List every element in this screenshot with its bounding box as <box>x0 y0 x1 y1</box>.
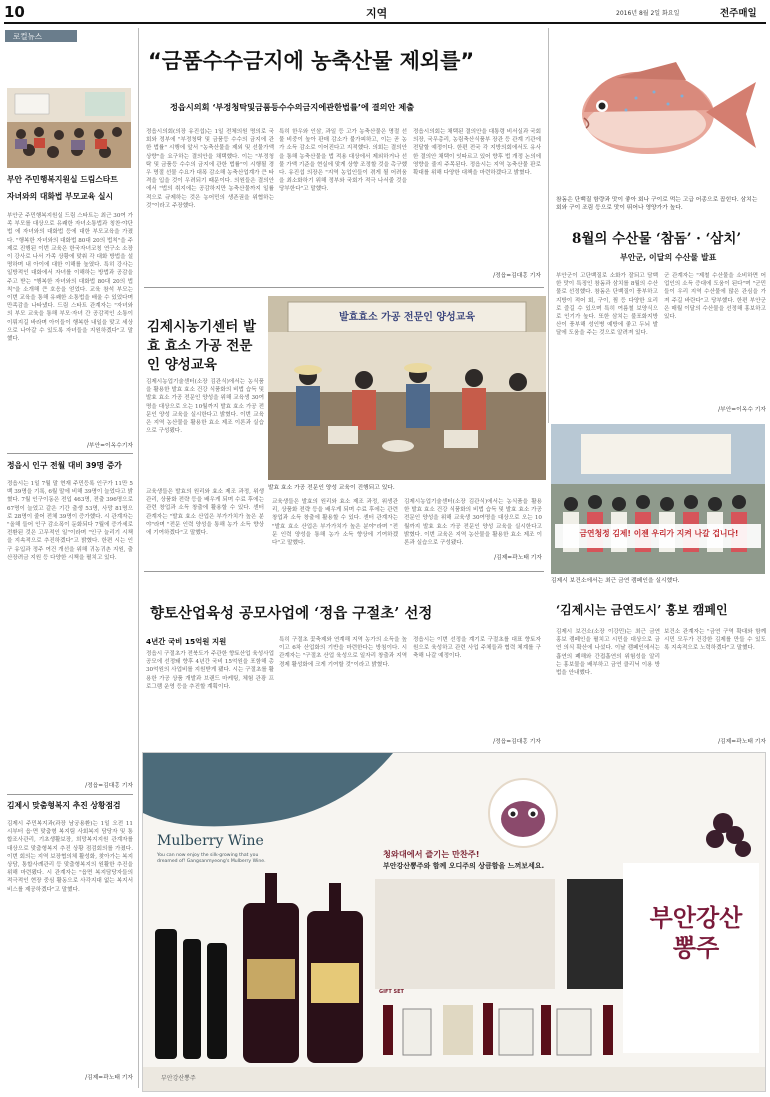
main-body-col3: 정읍시의회는 채택된 결의안을 대통령 비서실과 국회의장, 국무총리, 농림축산식품부 장관 등 관계 기관에 전달할 예정이다. 한편 전국 각 지방의회에서도 유사한 결의안 채택이 잇따르고 있어 향후 법 개정 논의에 영향을 줄지 주목된다. 정읍시는 지역 농축산물 판로 확대를 위해 다양한 대책을 마련하겠다고 밝혔다. <box>413 129 541 177</box>
ad-big-logo: 부안강산 뽕주 <box>649 903 743 962</box>
local-news-label: 로컬뉴스 <box>13 32 42 41</box>
seafood-body-col1: 부안군이 고단백질로 소화가 잘되고 담백한 맛이 특징인 참돔과 삼치를 8월의 수산물로 선정했다. 참돔은 단백질이 풍부하고 지방이 적어 회, 구이, 찜 등 다양한 요리로 즐길 수 있으며 특히 여름철 보양식으로 인기가 높다. 또한 삼치는 불포화지방산이 풍부해 성인병 예방에 좋고 두뇌 발달에 도움을 주는 것으로 알려져 있다. <box>556 273 658 337</box>
mulberry-wine-ad <box>142 752 766 1092</box>
story-population-byline: /정읍=김대홍 기자 <box>85 783 133 789</box>
seafood-body-col2: 군 관계자는 "제철 수산물을 소비하면 어업인의 소득 증대에 도움이 된다"며 "군민들이 우리 지역 수산물에 많은 관심을 가져 주길 바란다"고 당부했다. 한편 부안군은 매월 이달의 수산물을 선정해 홍보하고 있다. <box>664 273 766 321</box>
story-dreamstart-byline: /부안=이옥수기자 <box>86 443 133 449</box>
ad-slogan-main: 부안강산뽕주와 함께 오디주의 상큼함을 느껴보세요. <box>383 862 545 870</box>
issue-date: 2016년 8월 2일 화요일 <box>616 10 680 17</box>
ad-gift-set-label: GIFT SET <box>379 989 404 995</box>
classroom-photo <box>7 88 131 168</box>
story-welfare-body: 김제시 주민복지과(과장 남궁용환)는 1일 오전 11시부터 읍·면 맞춤형 복지팀 사회복지 담당자 및 통합조사관리, 기초생활보장, 희망복지지원 관계자를 대상으로 맞춤형복지 추진 상황 점검회의를 가졌다. 이번 회의는 지역 보장협의체 활성화, 찾아가는 복지상담, 통합사례관리 등 맞춤형복지의 원활한 추진을 위해 마련됐다. 시 관계자는 "읍면 복지담당자들의 적극적인 현장 중심 활동으로 사각지대 없는 복지서비스를 제공하겠다"고 말했다. <box>7 821 133 893</box>
page-number: 10 <box>4 3 25 21</box>
local-news-tag <box>5 30 77 42</box>
upper-section-rule <box>144 287 544 288</box>
story-population-title: 정읍시 인구 전월 대비 39명 증가 <box>7 461 122 470</box>
jeongeup-subtitle: 4년간 국비 15억원 지원 <box>146 637 227 646</box>
story-welfare-title: 김제시 맞춤형복지 추진 상황점검 <box>7 801 121 810</box>
agri-title: 김제시농기센터 발효 효소 가공 전문인 양성교육 <box>147 319 257 373</box>
main-byline: /정읍=김대홍 기자 <box>493 273 541 279</box>
ad-footer-brand: 부안강산뽕주 <box>161 1075 196 1082</box>
jeongeup-body-col1: 정읍시 구절초가 전북도가 주관한 향토산업 육성사업 공모에 선정돼 향후 4년간 국비 15억원을 포함해 총 30억원의 사업비를 지원받게 됐다. 시는 구절초를 활용한 가공 상품 개발과 브랜드 마케팅, 체험 관광 프로그램 운영 등을 추진할 계획이다. <box>146 651 274 690</box>
story-dreamstart-body: 부안군 주민행복지원실 드림 스타트는 최근 30여 가족 부모를 대상으로 유쾌한 자녀소통법과 칭찬·야단법 에 자녀와의 대화법 등에 대한 부모교육을 가졌다. "행복한 자녀와의 대화법 80대 20의 법칙"을 주제로 진행된 이번 교육은 한국자녀코칭 연구소 소장이 강사로 나서 가족 상황에 맞춰 각 대화 방법을 설명하며 내 아이에 대한 이해를 높였다. 특히 강사는 일방적인 대화에서 자녀를 이해하는 방법과 공감을 주고 받는 "행복한 자녀와의 대화법 80대 20의 법칙"을 소개해 큰 호응을 얻었다. 교육 참석 부모는 이번 교육을 통해 유쾌한 소통법을 배울 수 있었다며 만족감을 나타냈다. 드림 스타트 관계자는 "자녀와의 부모 교육을 통해 부모·자녀 간 공감적인 소통이 이뤄지길 바라며 아이들이 행복한 내일을 맞고 세상으로 나아갈 수 있도록 자녀들을 지원하겠다"고 말했다. <box>7 213 133 343</box>
main-subhead: 정읍시의회 ‘부정청탁및금품등수수의금지에관한법률’에 결의안 제출 <box>170 102 415 112</box>
jeongeup-byline: /정읍=김대홍 기자 <box>493 739 541 745</box>
story-welfare-byline: /김제=곽노태 기자 <box>85 1075 133 1081</box>
fermentation-banner-text: 발효효소 가공 전문인 양성교육 <box>338 312 476 323</box>
story-dreamstart-subtitle: 자녀와의 대화법 부모교육 실시 <box>7 192 114 201</box>
ad-slogan-top: 청와대에서 즐기는 만찬주! <box>383 849 480 859</box>
left-divider-2 <box>7 794 133 795</box>
jeongeup-body-col2: 특히 구절초 꽃축제와 연계해 지역 농가의 소득을 높이고 6차 산업화의 기반을 마련한다는 방침이다. 시 관계자는 "구절초 산업 육성으로 일자리 창출과 지역 경제 활성화에 크게 기여할 것"이라고 밝혔다. <box>279 637 407 668</box>
seafood-byline: /부안=이옥수 기자 <box>718 407 766 413</box>
newspaper-name: 전주매일 <box>720 8 757 19</box>
nonsmoking-campaign-photo <box>551 424 765 574</box>
seafood-subtitle: 부안군, 이달의 수산물 발표 <box>620 253 717 262</box>
jeongeup-body-col3: 정읍시는 이번 선정을 계기로 구절초를 대표 향토자원으로 육성하고 관련 사업 주체들과 협력 체계를 구축해 나갈 예정이다. <box>413 637 541 660</box>
masthead-rule <box>4 22 766 24</box>
ad-brand-tagline: You can now enjoy the silk-growing that you dreamed of! Gangsanmyeong's Mulberry Wine. <box>157 853 266 864</box>
agri-photo-caption: 발효 효소 가공 전문인 양성 교육이 진행되고 있다. <box>268 485 395 491</box>
campaign-body-col1: 김제시 보건소(소장 이강민)는 최근 금연 홍보 캠페인을 펼치고 시민을 대상으로 금연 의식 확산에 나섰다. 이날 캠페인에서는 흡연의 폐해와 간접흡연의 위험성을 알리는 홍보물을 배부하고 금연 클리닉 이용 방법을 안내했다. <box>556 629 660 677</box>
agri-body-col2: 교육생들은 발효의 원리와 효소 제조 과정, 위생관리, 상품화 전략 등을 배우게 되며 수료 후에는 관련 창업과 소득 창출에 활용할 수 있다. 센터 관계자는 "발효 효소 산업은 부가가치가 높은 분야"라며 "전문 인력 양성을 통해 농가 소득 향상에 기여하겠다"고 말했다. <box>146 489 264 537</box>
main-headline: “금품수수금지에 농축산물 제외를” <box>148 49 475 73</box>
nonsmoking-photo-caption: 김제시 보건소에서는 최근 금연 캠페인을 실시했다. <box>551 578 680 584</box>
left-divider-1 <box>7 453 133 454</box>
campaign-body-col2: 보건소 관계자는 "금연 구역 확대와 함께 시민 모두가 건강한 김제를 만들 수 있도록 지속적으로 노력하겠다"고 말했다. <box>664 629 766 652</box>
left-column-rule <box>138 28 139 1088</box>
story-dreamstart-title: 부안 주민행복지원실 드림스타트 <box>7 175 118 184</box>
masthead <box>0 0 770 22</box>
jeongeup-headline: 향토산업육성 공모사업에 ‘정읍 구절초’ 선정 <box>150 605 433 622</box>
nonsmoking-banner-text: 금연청정 김제! 이젠 우리가 지켜 나갈 겁니다! <box>579 529 739 538</box>
seafood-title: 8월의 수산물 ‘참돔’ · ‘삼치’ <box>572 231 742 247</box>
fermentation-class-photo <box>268 296 546 480</box>
campaign-byline: /김제=곽노태 기자 <box>718 739 766 745</box>
agri-body-col3: 교육생들은 발효의 원리와 효소 제조 과정, 위생관리, 상품화 전략 등을 배우게 되며 수료 후에는 관련 창업과 소득 창출에 활용할 수 있다. 센터 관계자는 "발효 효소 산업은 부가가치가 높은 분야"라며 "전문 인력 양성을 통해 농가 소득 향상에 기여하겠다"고 말했다. <box>272 499 398 547</box>
ad-brand-name: Mulberry Wine <box>157 833 264 849</box>
seafood-photo-caption: 참돔은 단백질 함량과 맛이 좋아 회나 구이로 먹는 고급 어종으로 꼽힌다. 삼치는 회와 구이 조림 등으로 맛이 뛰어나 영양가가 높다. <box>556 197 758 211</box>
story-population-body: 정읍시는 1일 7월 말 현재 주민등록 인구가 11만 5백 39명을 기록, 6월 말에 비해 39명이 늘었다고 밝혔다. 7월 인구이동은 전입 463명, 전출 396명으로 67명이 늘었고 같은 기간 출생 53명, 사망 81명으로 28명이 줄어 전체 39명이 증가했다. 시 관계자는 "올해 들어 인구 감소폭이 둔화되다 7월에 증가세로 전환된 것은 고무적인 일"이라며 "인구 늘리기 시책을 지속적으로 추진하겠다"고 밝혔다. 한편 시는 인구 유입과 정주 여건 개선을 위해 귀농귀촌 지원, 출산장려금 지원 등 다양한 시책을 펼치고 있다. <box>7 481 133 561</box>
agri-body-col1: 김제시농업기술센터(소장 김관식)에서는 농식품을 활용한 발효 효소 건강 식품화의 비법 습득 및 발효 효소 가공 전문인 양성을 위해 교육생 30여명을 대상으로 오는 10월까지 발효 효소 가공 전문인 양성 교육을 실시한다고 밝혔다. 이번 교육은 지역 농산물을 활용한 효소 제조 이론과 실습으로 구성됐다. <box>146 379 264 435</box>
main-body-col2: 특히 한우와 인삼, 과일 등 고가 농축산물은 명절 선물 비중이 높아 판매 감소가 불가피하고, 이는 곧 농가 소득 감소로 이어진다고 지적했다. 의회는 결의안을 통해 농축산물을 법 적용 대상에서 제외하거나 선물 가액 기준을 현실에 맞게 상향 조정할 것을 촉구했다. 유진섭 의장은 "지역 농업인들이 겪게 될 어려움을 최소화하기 위해 정부와 국회가 적극 나서줄 것을 당부한다"고 말했다. <box>279 129 407 193</box>
agri-body-col4: 김제시농업기술센터(소장 김관식)에서는 농식품을 활용한 발효 효소 건강 식품화의 비법 습득 및 발효 효소 가공 전문인 양성을 위해 교육생 30여명을 대상으로 오는 10월까지 발효 효소 가공 전문인 양성 교육을 실시한다고 밝혔다. 이번 교육은 지역 농산물을 활용한 효소 제조 이론과 실습으로 구성됐다. <box>404 499 542 547</box>
section-label: 지역 <box>366 7 388 20</box>
agri-byline: /김제=곽노태 기자 <box>494 555 542 561</box>
red-seabream-photo <box>556 48 764 188</box>
main-body-col1: 정읍시의회(의장 유진섭)는 1일 전체의원 명의로 국회와 정부에 "부정청탁 및 금품등 수수의 금지에 관한 법률" 시행에 앞서 "농축산물을 제외 및 선물가액 상향"을 요구하는 결의안을 채택했다. 이는 "부정청탁 및 금품등 수수의 금지에 관한 법률"이 시행될 경우 명절 선물 수요가 대폭 감소해 농축산업계가 큰 타격을 입을 것이 우려되기 때문이다. 의원들은 결의안에서 "법의 취지에는 공감하지만 농축산물까지 일률적으로 규제하는 것은 농어민의 생존권을 위협하는 것"이라고 주장했다. <box>146 129 274 209</box>
middle-section-rule <box>144 571 544 572</box>
main-right-rule <box>548 28 549 423</box>
campaign-title: ‘김제시는 금연도시’ 홍보 캠페인 <box>556 603 728 617</box>
